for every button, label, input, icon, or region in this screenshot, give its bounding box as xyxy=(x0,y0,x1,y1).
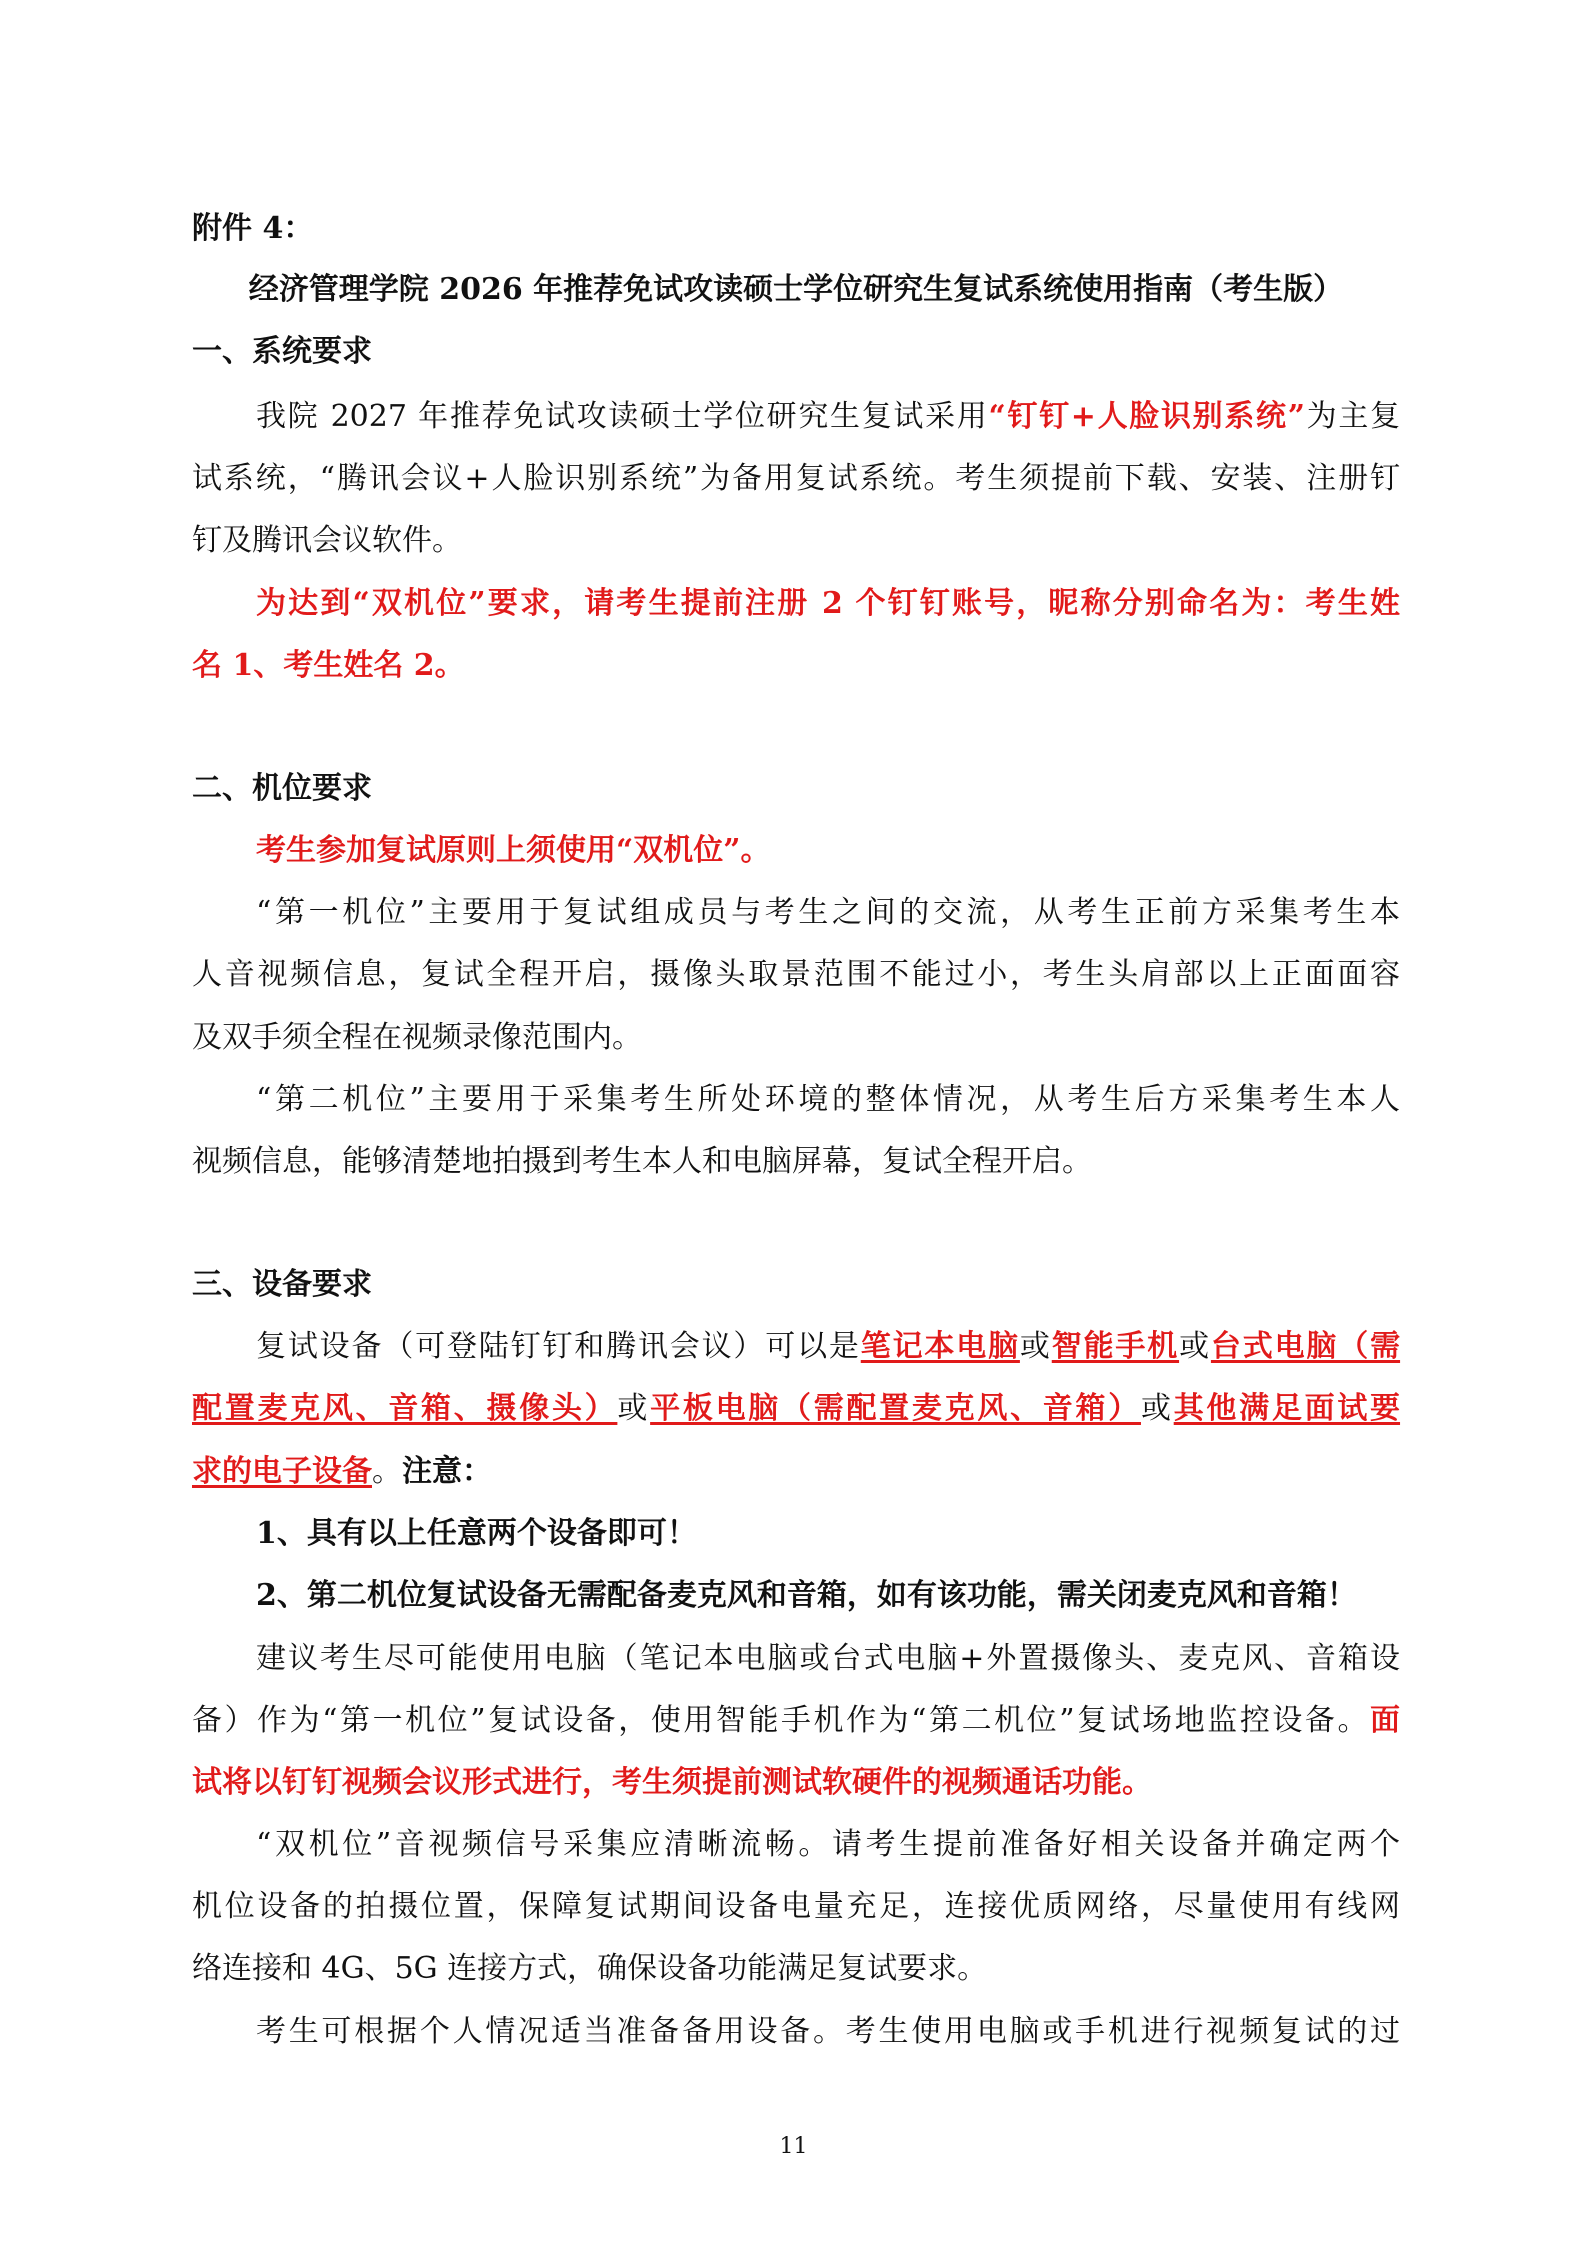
sec3-p2-line1: 建议考生尽可能使用电脑（笔记本电脑或台式电脑+外置摄像头、麦克风、音箱设 xyxy=(256,1641,1400,1676)
sec1-p1-line1 xyxy=(256,395,1400,439)
sec3-p1-line2 xyxy=(192,1387,1400,1431)
sec3-p1-line3 xyxy=(192,1450,1400,1494)
device-desktop: 台式电脑（需 xyxy=(1210,1329,1401,1364)
text: 复试设备（可登陆钉钉和腾讯会议）可以是 xyxy=(256,1329,861,1364)
text: 或 xyxy=(1179,1329,1211,1364)
sec2-p1-line3: 及双手须全程在视频录像范围内。 xyxy=(192,1020,642,1055)
text: 或 xyxy=(617,1391,651,1426)
note-label: 注意： xyxy=(402,1454,492,1489)
device-other-cont: 求的电子设备 xyxy=(192,1454,372,1489)
sec3-p3-line1: “双机位”音视频信号采集应清晰流畅。请考生提前准备好相关设备并确定两个 xyxy=(256,1827,1400,1862)
device-smartphone: 智能手机 xyxy=(1051,1329,1180,1364)
text: 我院 2027 年推荐免试攻读硕士学位研究生复试采用 xyxy=(256,399,989,434)
attachment-label: 附件 4： xyxy=(192,211,314,246)
section-1-heading: 一、系统要求 xyxy=(192,334,372,369)
section-3-heading: 三、设备要求 xyxy=(192,1267,372,1302)
text: 为主复 xyxy=(1304,399,1401,434)
page-number: 11 xyxy=(779,2134,808,2159)
sec3-p4-line1: 考生可根据个人情况适当准备备用设备。考生使用电脑或手机进行视频复试的过 xyxy=(256,2014,1400,2049)
document-title: 经济管理学院 2026 年推荐免试攻读硕士学位研究生复试系统使用指南（考生版） xyxy=(248,272,1344,307)
sec3-p2-line2 xyxy=(192,1699,1400,1743)
device-laptop: 笔记本电脑 xyxy=(860,1329,1020,1364)
highlight-interview-format: 面 xyxy=(1370,1703,1400,1738)
text: 。 xyxy=(372,1454,402,1489)
note-2: 2、第二机位复试设备无需配备麦克风和音箱，如有该功能，需关闭麦克风和音箱！ xyxy=(256,1578,1357,1613)
sec2-p2-line1: “第二机位”主要用于采集考生所处环境的整体情况，从考生后方采集考生本人 xyxy=(256,1082,1400,1117)
sec3-p1-line1 xyxy=(256,1325,1400,1369)
highlight-main-system: “钉钉+人脸识别系统” xyxy=(988,399,1305,434)
device-tablet: 平板电脑（需配置麦克风、音箱） xyxy=(650,1391,1141,1426)
section-2-heading: 二、机位要求 xyxy=(192,771,372,806)
sec1-p1-line2: 试系统，“腾讯会议+人脸识别系统”为备用复试系统。考生须提前下载、安装、注册钉 xyxy=(192,461,1400,496)
text: 或 xyxy=(1019,1329,1052,1364)
sec1-p1-line3: 钉及腾讯会议软件。 xyxy=(192,523,462,558)
text: 或 xyxy=(1140,1391,1174,1426)
sec2-red-line: 考生参加复试原则上须使用“双机位”。 xyxy=(256,833,771,868)
text: 备）作为“第一机位”复试设备，使用智能手机作为“第二机位”复试场地监控设备。 xyxy=(192,1703,1370,1738)
sec1-p2-line2: 名 1、考生姓名 2。 xyxy=(192,648,465,683)
sec3-p2-line3: 试将以钉钉视频会议形式进行，考生须提前测试软硬件的视频通话功能。 xyxy=(192,1765,1152,1800)
sec3-p3-line3: 络连接和 4G、5G 连接方式，确保设备功能满足复试要求。 xyxy=(192,1951,988,1986)
device-other: 其他满足面试要 xyxy=(1173,1391,1401,1426)
sec2-p1-line1: “第一机位”主要用于复试组成员与考生之间的交流，从考生正前方采集考生本 xyxy=(256,895,1400,930)
sec2-p1-line2: 人音视频信息，复试全程开启，摄像头取景范围不能过小，考生头肩部以上正面面容 xyxy=(192,957,1400,992)
sec2-p2-line2: 视频信息，能够清楚地拍摄到考生本人和电脑屏幕，复试全程开启。 xyxy=(192,1144,1092,1179)
note-1: 1、具有以上任意两个设备即可！ xyxy=(256,1516,697,1551)
device-desktop-cont: 配置麦克风、音箱、摄像头） xyxy=(192,1391,618,1426)
sec1-p2-line1: 为达到“双机位”要求，请考生提前注册 2 个钉钉账号，昵称分别命名为：考生姓 xyxy=(256,586,1400,621)
sec3-p3-line2: 机位设备的拍摄位置，保障复试期间设备电量充足，连接优质网络，尽量使用有线网 xyxy=(192,1889,1400,1924)
